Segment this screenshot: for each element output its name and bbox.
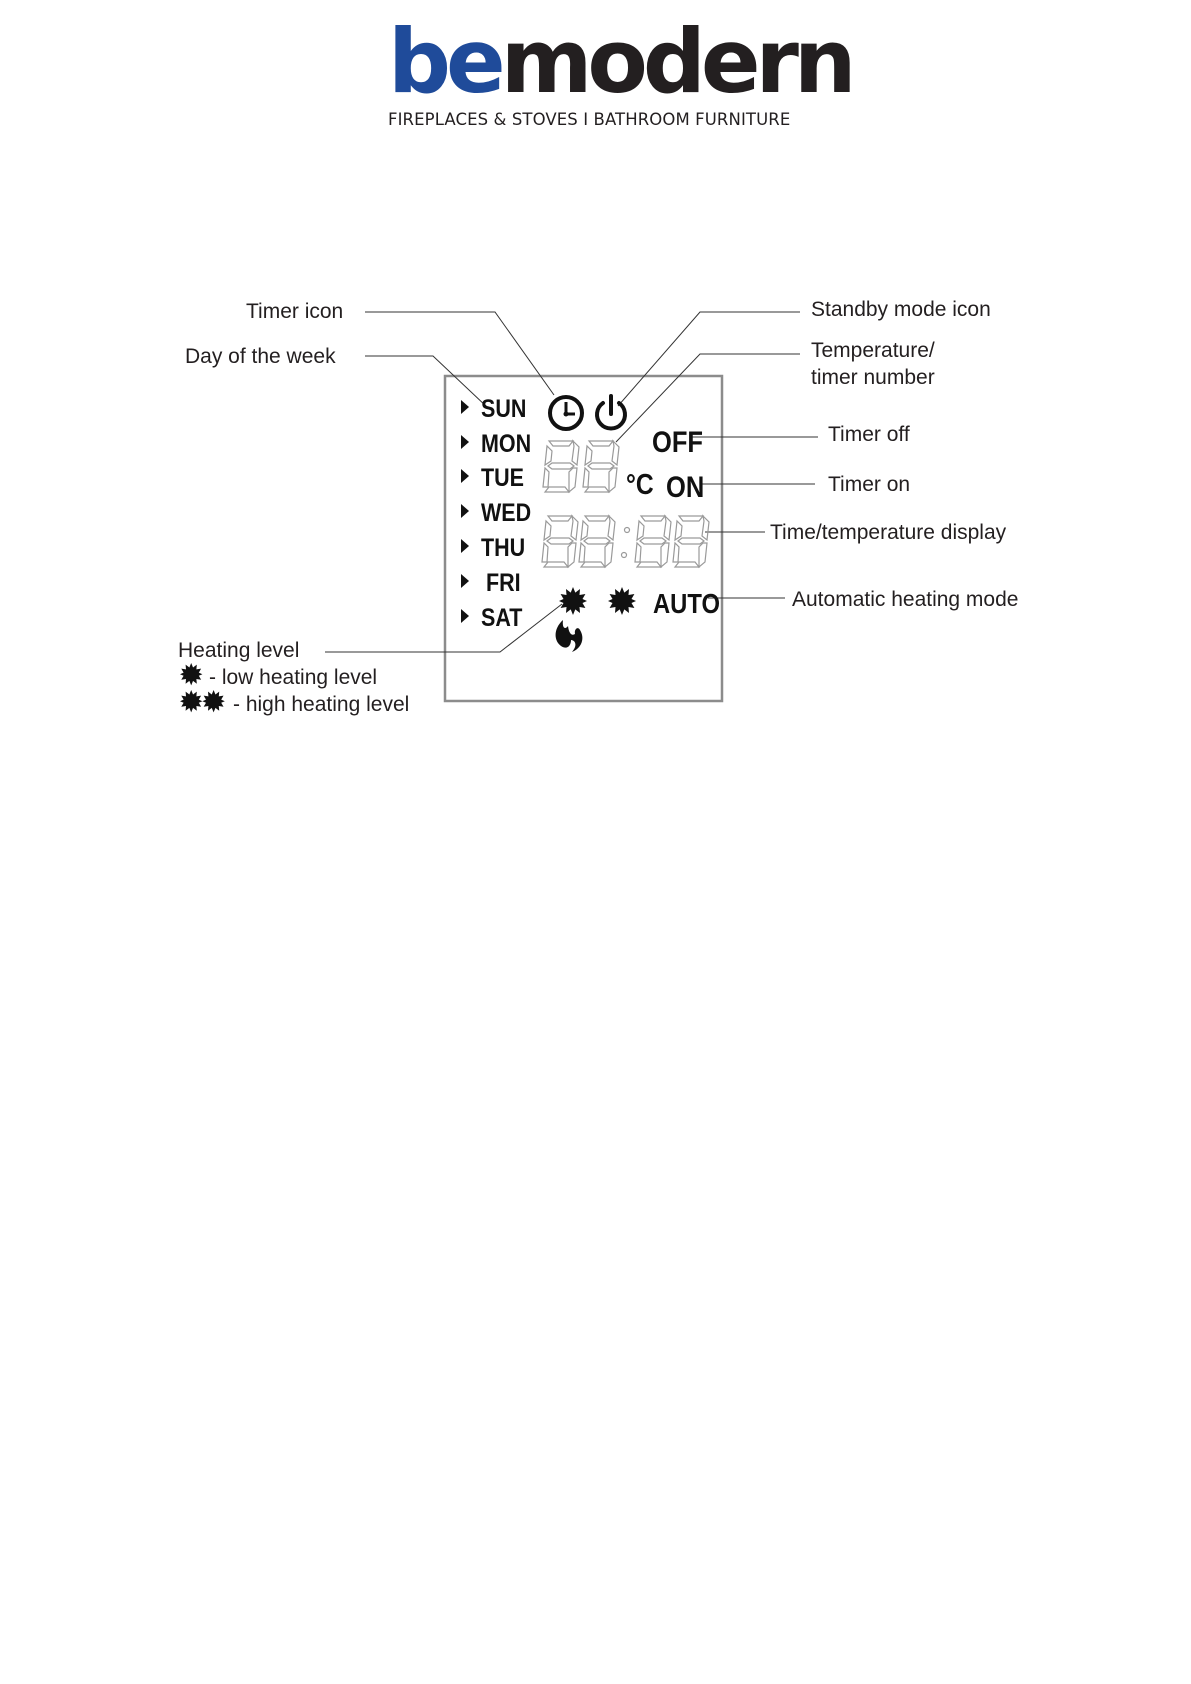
brand-name-modern: modern	[500, 10, 852, 113]
leader-day-of-week	[365, 356, 487, 407]
label-timer-icon: Timer icon	[246, 300, 344, 323]
flame-icon	[556, 620, 583, 652]
play-arrow-icon	[461, 574, 469, 588]
high-level-sun-icons	[180, 690, 225, 712]
day-wed: WED	[480, 498, 532, 527]
label-temp-number-line1: Temperature/	[811, 339, 935, 362]
low-level-sun-icon	[180, 663, 202, 685]
colon-dot-top	[625, 528, 630, 533]
leader-standby-icon	[618, 312, 800, 406]
play-arrow-icon	[461, 504, 469, 518]
play-arrow-icon	[461, 469, 469, 483]
leader-heating-level	[325, 604, 562, 652]
sun-icon-2	[608, 587, 636, 615]
lcd-off: OFF	[652, 425, 703, 459]
leader-temp-number	[616, 354, 800, 442]
label-timer-off: Timer off	[828, 423, 910, 446]
leader-timer-icon	[365, 312, 554, 395]
play-arrow-icon	[461, 539, 469, 553]
sun-icon-1	[559, 587, 587, 615]
power-icon	[597, 396, 625, 428]
time-digit-3	[635, 516, 671, 567]
label-heating-level: Heating level	[178, 639, 300, 662]
label-timer-on: Timer on	[828, 473, 911, 496]
temp-digit-2	[583, 441, 619, 492]
day-sun: SUN	[480, 394, 527, 423]
temp-digits	[543, 441, 619, 492]
day-fri: FRI	[485, 568, 521, 597]
brand-tagline: FIREPLACES & STOVES I BATHROOM FURNITURE	[388, 110, 791, 129]
label-temp-number-line2: timer number	[811, 366, 935, 389]
play-arrow-icon	[461, 435, 469, 449]
play-arrow-icon	[461, 609, 469, 623]
clock-icon	[550, 397, 582, 429]
label-day-of-week: Day of the week	[185, 345, 336, 368]
lcd-auto: AUTO	[653, 587, 720, 620]
unit-celsius: °C	[626, 468, 654, 501]
day-sat: SAT	[480, 603, 523, 632]
day-tue: TUE	[480, 463, 524, 492]
play-arrow-icon	[461, 400, 469, 414]
time-digit-2	[579, 516, 615, 567]
time-digit-4	[673, 516, 709, 567]
colon-dot-bottom	[622, 553, 627, 558]
high-level-sun-icon-2	[202, 690, 224, 712]
label-low-level: - low heating level	[209, 666, 378, 689]
high-level-sun-icon-1	[180, 690, 202, 712]
label-time-display: Time/temperature display	[770, 521, 1007, 544]
label-high-level: - high heating level	[233, 693, 410, 716]
time-digit-1	[542, 516, 578, 567]
day-mon: MON	[480, 429, 532, 458]
lcd-days	[461, 394, 531, 631]
label-standby-icon: Standby mode icon	[811, 298, 991, 321]
lcd-on: ON	[666, 470, 705, 504]
day-thu: THU	[480, 533, 526, 562]
time-digits	[542, 516, 709, 567]
brand-name-be: be	[388, 10, 501, 113]
label-auto-mode: Automatic heating mode	[792, 588, 1019, 611]
temp-digit-1	[543, 441, 579, 492]
